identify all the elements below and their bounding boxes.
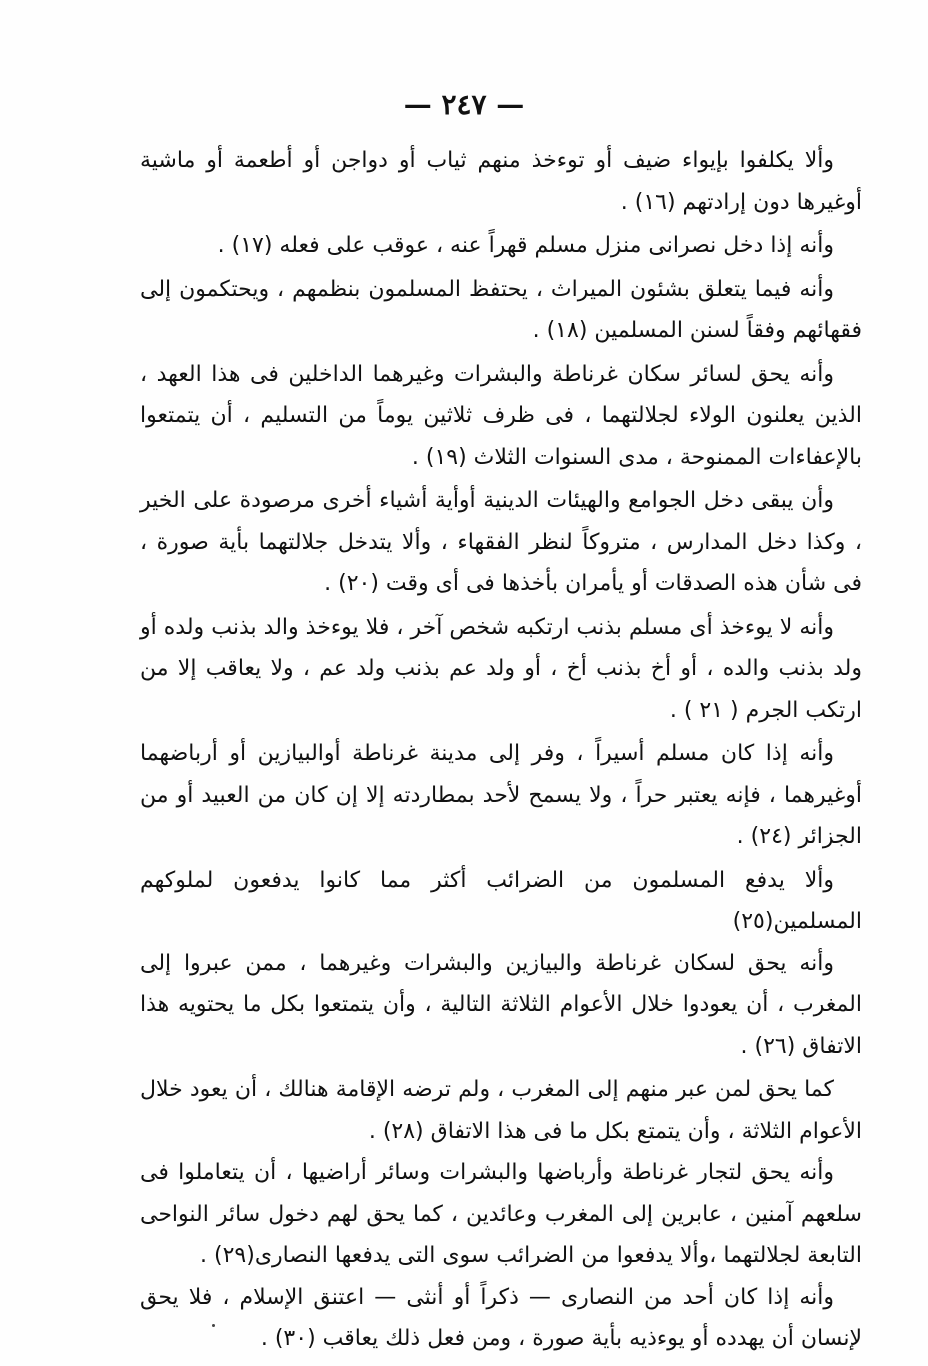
paragraph: وأنه يحق لتجار غرناطة وأرباضها والبشرات وسائر أراضيها ، أن يتعاملوا فى سلعهم آمنين ، عابرين إلى المغرب وعائدين ، كما يحق لهم دخول سائر النواحى التابعة لجلالتهما ،وألا يدفعوا من الضرائب سوى التى يدفعها النصارى(٢٩) . [140,1160,862,1268]
paragraph: وأنه إذا كان مسلم أسيراً ، وفر إلى مدينة غرناطة أوالبيازين أو أرباضهما أوغيرهما ، فإنه يعتبر حراً ، ولا يسمح لأحد بمطاردته إلا إن كان من العبيد أو من الجزائر (٢٤) . [140,741,862,849]
paragraph: وأنه إذا دخل نصرانى منزل مسلم قهراً عنه ، عوقب على فعله (١٧) . [217,233,834,258]
paragraph: وألا يكلفوا بإيواء ضيف أو توءخذ منهم ثياب أو دواجن أو أطعمة أو ماشية أوغيرها دون إرادتهم (١٦) . [140,148,862,215]
paragraph: وأنه لا يوءخذ أى مسلم بذنب ارتكبه شخص آخر ، فلا يوءخذ والد بذنب ولده أو ولد بذنب والده ، أو أخ بذنب أخ ، أو ولد عم بذنب ولد عم ، ولا يعاقب إلا من ارتكب الجرم ( ٢١ ) . [140,614,862,723]
page-body-text [140,140,862,1360]
paragraph: كما يحق لمن عبر منهم إلى المغرب ، ولم ترضه الإقامة هنالك ، أن يعود خلال الأعوام الثلاثة ، وأن يتمتع بكل ما فى هذا الاتفاق (٢٨) . [140,1077,862,1144]
paragraph: وأن يبقى دخل الجوامع والهيئات الدينية أوأية أشياء أخرى مرصودة على الخير ، وكذا دخل المدارس ، متروكاً لنظر الفقهاء ، وألا يتدخل جلالتهما بأية صورة ، فى شأن هذه الصدقات أو يأمران بأخذها فى أى وقت (٢٠) . [140,488,862,596]
ink-speck [212,1324,215,1327]
paragraph: وأنه يحق لسكان غرناطة والبيازين والبشرات وغيرهما ، ممن عبروا إلى المغرب ، أن يعودوا خلال الأعوام الثلاثة التالية ، وأن يتمتعوا بكل ما يحتويه هذا الاتفاق (٢٦) . [140,950,862,1059]
paragraph: وأنه يحق لسائر سكان غرناطة والبشرات وغيرهما الداخلين فى هذا العهد ، الذين يعلنون الولاء لجلالتهما ، فى ظرف ثلاثين يوماً من التسليم ، أن يتمتعوا بالإعفاءات الممنوحة ، مدى السنوات الثلاث (١٩) . [140,361,862,470]
paragraph: وأنه فيما يتعلق بشئون الميراث ، يحتفظ المسلمون بنظمهم ، ويحتكمون إلى فقهائهم وفقاً لسنن المسلمين (١٨) . [140,276,862,343]
page-number: — ٢٤٧ — [403,88,525,121]
paragraph: وألا يدفع المسلمون من الضرائب أكثر مما كانوا يدفعون لملوكهم المسلمين(٢٥) [140,867,862,934]
paragraph: وأنه إذا كان أحد من النصارى — ذكراً أو أنثى — اعتنق الإسلام ، فلا يحق لإنسان أن يهدده أو يوءذيه بأية صورة ، ومن فعل ذلك يعاقب (٣٠) . [140,1284,862,1351]
